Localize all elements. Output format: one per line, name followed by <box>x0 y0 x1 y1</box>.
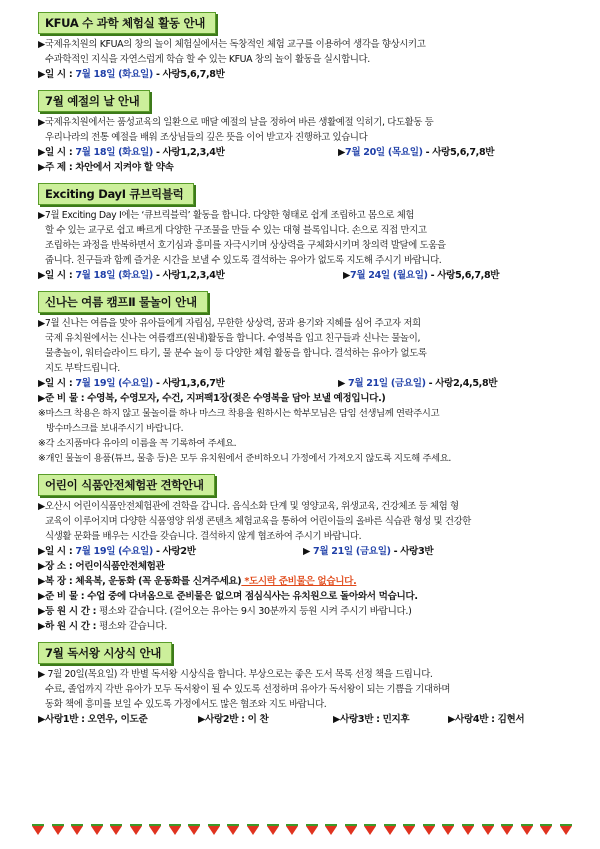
class-list: - 사랑5,6,7,8반 <box>427 270 500 281</box>
watermelon-slice-icon <box>110 826 122 835</box>
paragraph: 수료, 졸업까지 각반 유아가 모두 독서왕이 될 수 있도록 선정하며 유아가 독서왕이 되는 기쁨을 기대하며 <box>45 684 451 695</box>
bullet: ▶ <box>338 378 349 389</box>
watermelon-slice-icon <box>442 826 454 835</box>
place-value: 어린이식품안전체험관 <box>75 561 165 572</box>
watermelon-slice-icon <box>306 826 318 835</box>
watermelon-slice-icon <box>540 826 552 835</box>
class-list: - 사랑2반 <box>152 546 196 557</box>
watermelon-slice-icon <box>560 826 572 835</box>
date-label: ▶일 시 : <box>38 270 76 281</box>
watermelon-slice-icon <box>325 826 337 835</box>
supplies-label: ▶준 비 물 : <box>38 591 88 602</box>
note: ※각 소지품마다 유아의 이름을 꼭 기록하여 주세요. <box>38 438 237 449</box>
paragraph: ▶오산시 어린이식품안전체험관에 견학을 갑니다. 음식소화 단계 및 영양교육, 위생교육, 건강체조 등 체험 형 <box>38 501 459 512</box>
section-food-safety <box>38 474 566 634</box>
winner-class-3: ▶사랑3반 : 민지후 <box>333 714 410 725</box>
watermelon-slice-icon <box>91 826 103 835</box>
date-value: 7월 18일 (화요일) <box>75 270 153 281</box>
supplies-value: 수영복, 수영모자, 수건, 지퍼팩1장(젖은 수영복을 담아 보낼 예정입니다.) <box>87 393 386 404</box>
supplies-label: ▶준 비 물 : <box>38 393 88 404</box>
dress-label: ▶복 장 : <box>38 576 76 587</box>
place-label: ▶장 소 : <box>38 561 76 572</box>
winners-row <box>38 712 566 727</box>
watermelon-slice-icon <box>130 826 142 835</box>
date-value: 7월 20일 (목요일) <box>345 147 423 158</box>
paragraph: ▶국제유치원의 KFUA의 창의 놀이 체험실에서는 독창적인 체험 교구를 이용하여 생각을 향상시키고 <box>38 39 426 50</box>
watermelon-border <box>32 826 572 835</box>
date-value: 7월 19일 (수요일) <box>75 546 153 557</box>
date-value: 7월 21일 (금요일) <box>348 378 426 389</box>
paragraph: 교육이 이루어지며 다양한 식품영양 위생 콘텐츠 체험교육을 통하여 어린이들의 올바른 식습관 형성 및 건강한 <box>45 516 471 527</box>
section-title: 어린이 식품안전체험관 견학안내 <box>38 474 215 496</box>
watermelon-slice-icon <box>364 826 376 835</box>
watermelon-slice-icon <box>71 826 83 835</box>
supplies-row <box>38 589 566 604</box>
bullet: ▶ <box>338 147 346 158</box>
watermelon-slice-icon <box>267 826 279 835</box>
class-list: - 사랑2,4,5,8반 <box>425 378 498 389</box>
date-value: 7월 19일 (수요일) <box>75 378 153 389</box>
lunch-note: *도시락 준비물은 없습니다. <box>241 576 357 587</box>
paragraph: ▶ 7월 20일(목요일) 각 반별 독서왕 시상식을 합니다. 부상으로는 좋은 도서 목록 선정 책을 드립니다. <box>38 669 433 680</box>
note: ※마스크 착용은 하지 않고 물놀이를 하나 마스크 착용을 원하시는 학부모님은 담임 선생님께 연락주시고 <box>38 408 440 419</box>
paragraph: 조립하는 과정을 반복하면서 호기심과 흥미를 자극시키며 상상력을 구체화시키며 창의력 발달에 도움을 <box>45 240 446 251</box>
date-value: 7월 21일 (금요일) <box>313 546 391 557</box>
watermelon-slice-icon <box>286 826 298 835</box>
watermelon-slice-icon <box>149 826 161 835</box>
note: 방수마스크를 보내주시기 바랍니다. <box>46 423 184 434</box>
section-etiquette <box>38 90 566 175</box>
section-title: 7월 예절의 날 안내 <box>38 90 150 112</box>
section-title: 신나는 여름 캠프Ⅱ 물놀이 안내 <box>38 291 208 313</box>
date-label: ▶일 시 : <box>38 69 76 80</box>
class-list: - 사랑5,6,7,8반 <box>152 69 225 80</box>
watermelon-slice-icon <box>208 826 220 835</box>
date-label: ▶일 시 : <box>38 147 76 158</box>
paragraph: ▶7월 Exciting Day Ⅰ에는 ‘큐브릭블럭’ 활동을 합니다. 다양한 형태로 쉽게 조립하고 몸으로 체험 <box>38 210 415 221</box>
watermelon-slice-icon <box>384 826 396 835</box>
arrival-value: 평소와 같습니다. (걸어오는 유아는 9시 30분까지 등원 시켜 주시기 바랍니다.) <box>99 606 412 617</box>
class-list: - 사랑1,2,3,4반 <box>152 147 225 158</box>
watermelon-slice-icon <box>462 826 474 835</box>
section-reading-award <box>38 642 566 727</box>
watermelon-slice-icon <box>52 826 64 835</box>
bullet: ▶ <box>343 270 351 281</box>
topic-value: 차안에서 지켜야 할 약속 <box>75 162 174 173</box>
schedule-row <box>38 544 566 559</box>
date-value: 7월 18일 (화요일) <box>75 147 153 158</box>
paragraph: 할 수 있는 교구로 쉽고 빠르게 다양한 구조물을 만들 수 있는 대형 블록입니다. 손으로 직접 만지고 <box>45 225 427 236</box>
note: ※개인 물놀이 용품(튜브, 물총 등)은 모두 유치원에서 준비하오니 가정에서 가져오지 않도록 지도해 주세요. <box>38 453 451 464</box>
watermelon-slice-icon <box>482 826 494 835</box>
date-value: 7월 24일 (월요일) <box>350 270 428 281</box>
paragraph: ▶7월 신나는 여름을 맞아 유아들에게 자립심, 무한한 상상력, 꿈과 용기와 지혜를 심어 주고자 저희 <box>38 318 421 329</box>
section-title: Exciting DayⅠ 큐브릭블럭 <box>38 183 194 205</box>
winner-class-4: ▶사랑4반 : 김현서 <box>448 714 525 725</box>
schedule-row <box>38 67 566 82</box>
paragraph: 식생활 문화를 배우는 시간을 갖습니다. 결석하지 않게 협조하여 주시기 바랍니다. <box>45 531 362 542</box>
dress-value: 체육복, 운동화 (꼭 운동화를 신겨주세요) <box>75 576 242 587</box>
watermelon-slice-icon <box>521 826 533 835</box>
paragraph: 수과학적인 지식을 자연스럽게 학습 할 수 있는 KFUA 창의 놀이 활동을 실시합니다. <box>45 54 370 65</box>
date-label: ▶일 시 : <box>38 546 76 557</box>
newsletter-page <box>38 12 566 735</box>
class-list: - 사랑1,3,6,7반 <box>152 378 225 389</box>
class-list: - 사랑1,2,3,4반 <box>152 270 225 281</box>
paragraph: ▶국제유치원에서는 품성교육의 일환으로 매달 예절의 날을 정하여 바른 생활예절 익히기, 다도활동 등 <box>38 117 434 128</box>
schedule-row <box>38 145 566 160</box>
watermelon-slice-icon <box>227 826 239 835</box>
arrival-label: ▶등 원 시 간 : <box>38 606 100 617</box>
watermelon-slice-icon <box>403 826 415 835</box>
paragraph: 국제 유치원에서는 신나는 여름캠프(원내)활동을 합니다. 수영복을 입고 친구들과 신나는 물놀이, <box>45 333 421 344</box>
paragraph: 지도 부탁드립니다. <box>45 363 120 374</box>
schedule-row <box>38 376 566 391</box>
paragraph: 동화 책에 흥미를 보일 수 있도록 가정에서도 많은 협조와 지도 바랍니다. <box>45 699 327 710</box>
departure-row <box>38 619 566 634</box>
departure-value: 평소와 같습니다. <box>99 621 167 632</box>
paragraph: 줍니다. 친구들과 함께 즐거운 시간을 보낼 수 있도록 결석하는 유아가 없도록 지도해 주시기 바랍니다. <box>45 255 442 266</box>
section-title: KFUA 수 과학 체험실 활동 안내 <box>38 12 216 34</box>
section-title: 7월 독서왕 시상식 안내 <box>38 642 172 664</box>
paragraph: 물총놀이, 워터슬라이드 타기, 물 분수 놀이 등 다양한 체험 활동을 합니다. 결석하는 유아가 없도록 <box>45 348 427 359</box>
winner-class-1: ▶사랑1반 : 오연우, 이도준 <box>38 714 148 725</box>
place-row <box>38 559 566 574</box>
section-kfua <box>38 12 566 82</box>
class-list: - 사랑5,6,7,8반 <box>422 147 495 158</box>
watermelon-slice-icon <box>247 826 259 835</box>
departure-label: ▶하 원 시 간 : <box>38 621 100 632</box>
watermelon-slice-icon <box>32 826 44 835</box>
arrival-row <box>38 604 566 619</box>
date-label: ▶일 시 : <box>38 378 76 389</box>
winner-class-2: ▶사랑2반 : 이 찬 <box>198 714 269 725</box>
section-summer-camp <box>38 291 566 466</box>
paragraph: 우리나라의 전통 예절을 배워 조상님들의 깊은 뜻을 이어 받고자 진행하고 있습니다 <box>45 132 368 143</box>
watermelon-slice-icon <box>169 826 181 835</box>
watermelon-slice-icon <box>345 826 357 835</box>
topic-label: ▶주 제 : <box>38 162 76 173</box>
date-value: 7월 18일 (화요일) <box>75 69 153 80</box>
bullet: ▶ <box>303 546 314 557</box>
section-exciting-day <box>38 183 566 283</box>
topic-row <box>38 160 566 175</box>
watermelon-slice-icon <box>188 826 200 835</box>
dress-row <box>38 574 566 589</box>
schedule-row <box>38 268 566 283</box>
watermelon-slice-icon <box>423 826 435 835</box>
class-list: - 사랑3반 <box>390 546 434 557</box>
watermelon-slice-icon <box>501 826 513 835</box>
supplies-row <box>38 391 566 406</box>
supplies-value: 수업 중에 다녀옴으로 준비물은 없으며 점심식사는 유치원으로 돌아와서 먹습니다. <box>87 591 418 602</box>
